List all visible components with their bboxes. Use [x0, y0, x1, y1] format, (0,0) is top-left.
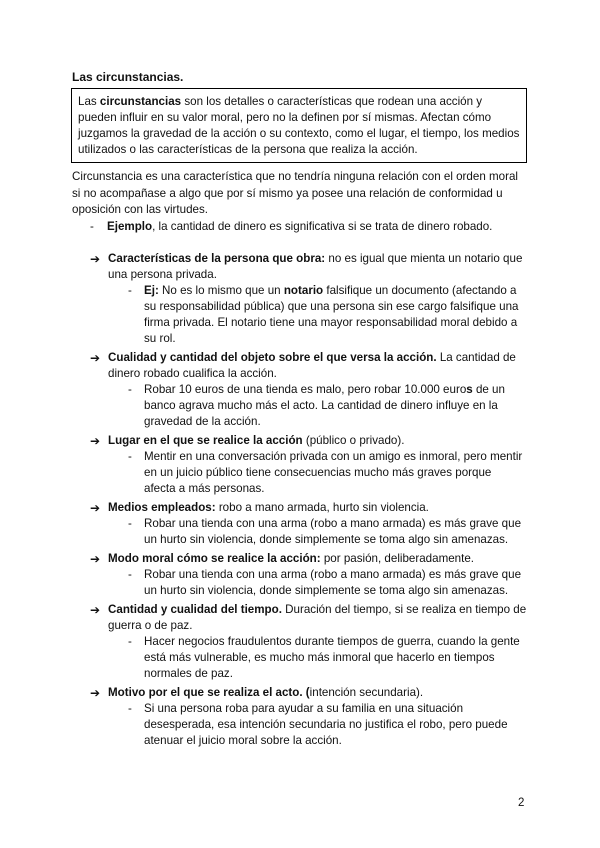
- item-text: La cantidad de dinero robado cualifica la acción.: [108, 351, 516, 380]
- sub-bold: s: [466, 383, 473, 396]
- sub-text: falsifique un documento (afectando a su responsabilidad pública) que una persona sin ese cargo falsifique una firma privada. El notario tiene una mayor responsabilidad moral debido a su rol.: [144, 284, 519, 345]
- sub-item: [128, 449, 524, 497]
- sub-text: Si una persona roba para ayudar a su familia en una situación desesperada, esa intención secundaria no justifica el robo, pero puede atenuar el juicio moral sobre la acción.: [144, 702, 508, 747]
- item-text: robo a mano armada, hurto sin violencia.: [215, 501, 429, 514]
- sub-item: [128, 634, 524, 682]
- definition-text: son los detalles o características que rodean una acción y pueden influir en su valor moral, pero no la definen por sí mismas. Afectan cómo juzgamos la gravedad de la acción o su contexto, como el lugar, el tiempo, los medios utilizados o las características de la persona que realiza la acción.: [78, 95, 520, 156]
- sub-text: de un banco agrava mucho más el acto. La cantidad de dinero influye en la gravedad de la acción.: [144, 383, 505, 428]
- sub-text: Robar 10 euros de una tienda es malo, pero robar 10.000 euro: [144, 383, 467, 396]
- dash-bullet: -: [128, 635, 132, 648]
- sub-item: [128, 567, 524, 599]
- definition-pre: Las: [78, 95, 100, 108]
- item-text: (público o privado).: [302, 434, 405, 447]
- sub-item: [128, 516, 524, 548]
- dash-bullet: -: [128, 568, 132, 581]
- item-text: Duración del tiempo, si se realiza en tiempo de guerra o de paz.: [108, 603, 527, 632]
- dash-bullet: -: [128, 284, 132, 297]
- item-text: intención secundaria).: [309, 686, 424, 699]
- arrow-bullet-icon: ➔: [90, 686, 101, 700]
- item-text: no es igual que mienta un notario que una persona privada.: [108, 252, 523, 281]
- definition-box: [71, 88, 527, 163]
- dash-bullet: -: [128, 450, 132, 463]
- dash-bullet: -: [128, 517, 132, 530]
- sub-item: [128, 283, 524, 347]
- definition-term: circunstancias: [99, 95, 182, 108]
- dash-bullet: -: [128, 702, 132, 715]
- arrow-bullet-icon: ➔: [90, 434, 101, 448]
- item-text: por pasión, deliberadamente.: [320, 552, 475, 565]
- item-heading: Cantidad y cualidad del tiempo.: [108, 603, 282, 616]
- item-heading: Lugar en el que se realice la acción: [108, 434, 303, 447]
- arrow-bullet-icon: ➔: [90, 603, 101, 617]
- sub-item: [128, 382, 524, 430]
- example-line: [90, 219, 530, 236]
- dash-bullet: -: [128, 383, 132, 396]
- list-item: [90, 602, 530, 682]
- sub-text: Hacer negocios fraudulentos durante tiempos de guerra, cuando la gente está más vulnerable, es mucho más inmoral que hacerlo en tiempos normales de paz.: [144, 635, 520, 680]
- dash-bullet: -: [90, 220, 94, 233]
- sub-text: Robar una tienda con una arma (robo a mano armada) es más grave que un hurto sin violencia, donde simplemente se toma algo sin amenazas.: [144, 517, 522, 546]
- example-text: , la cantidad de dinero es significativa si se trata de dinero robado.: [152, 220, 493, 233]
- sub-text: Robar una tienda con una arma (robo a mano armada) es más grave que un hurto sin violencia, donde simplemente se toma algo sin amenazas.: [144, 568, 522, 597]
- sub-label: Ej:: [144, 284, 159, 297]
- item-heading: Cualidad y cantidad del objeto sobre el que versa la acción.: [108, 351, 437, 364]
- list-item: [90, 251, 530, 347]
- page-number: 2: [518, 797, 525, 809]
- arrow-bullet-icon: ➔: [90, 252, 101, 266]
- section-title: Las circunstancias.: [72, 70, 184, 84]
- sub-text: No es lo mismo que un: [158, 284, 284, 297]
- circumstances-list: [90, 251, 530, 752]
- list-item: [90, 685, 530, 749]
- example-label: Ejemplo: [107, 220, 153, 233]
- list-item: [90, 433, 530, 497]
- list-item: [90, 350, 530, 430]
- item-heading: Características de la persona que obra:: [108, 252, 326, 265]
- item-heading: Modo moral cómo se realice la acción:: [108, 552, 321, 565]
- arrow-bullet-icon: ➔: [90, 501, 101, 515]
- arrow-bullet-icon: ➔: [90, 351, 101, 365]
- intro-paragraph: Circunstancia es una característica que no tendría ninguna relación con el orden moral si no acompañase a algo que por sí mismo ya posee una relación de conformidad u oposición con las virtudes.: [72, 170, 518, 216]
- item-heading: Motivo por el que se realiza el acto. (: [108, 686, 310, 699]
- sub-text: Mentir en una conversación privada con un amigo es inmoral, pero mentir en un juicio público tiene consecuencias mucho más graves porque afecta a más personas.: [144, 450, 523, 495]
- sub-bold: notario: [283, 284, 324, 297]
- sub-item: [128, 701, 524, 749]
- list-item: [90, 551, 530, 599]
- list-item: [90, 500, 530, 548]
- item-heading: Medios empleados:: [108, 501, 216, 514]
- arrow-bullet-icon: ➔: [90, 552, 101, 566]
